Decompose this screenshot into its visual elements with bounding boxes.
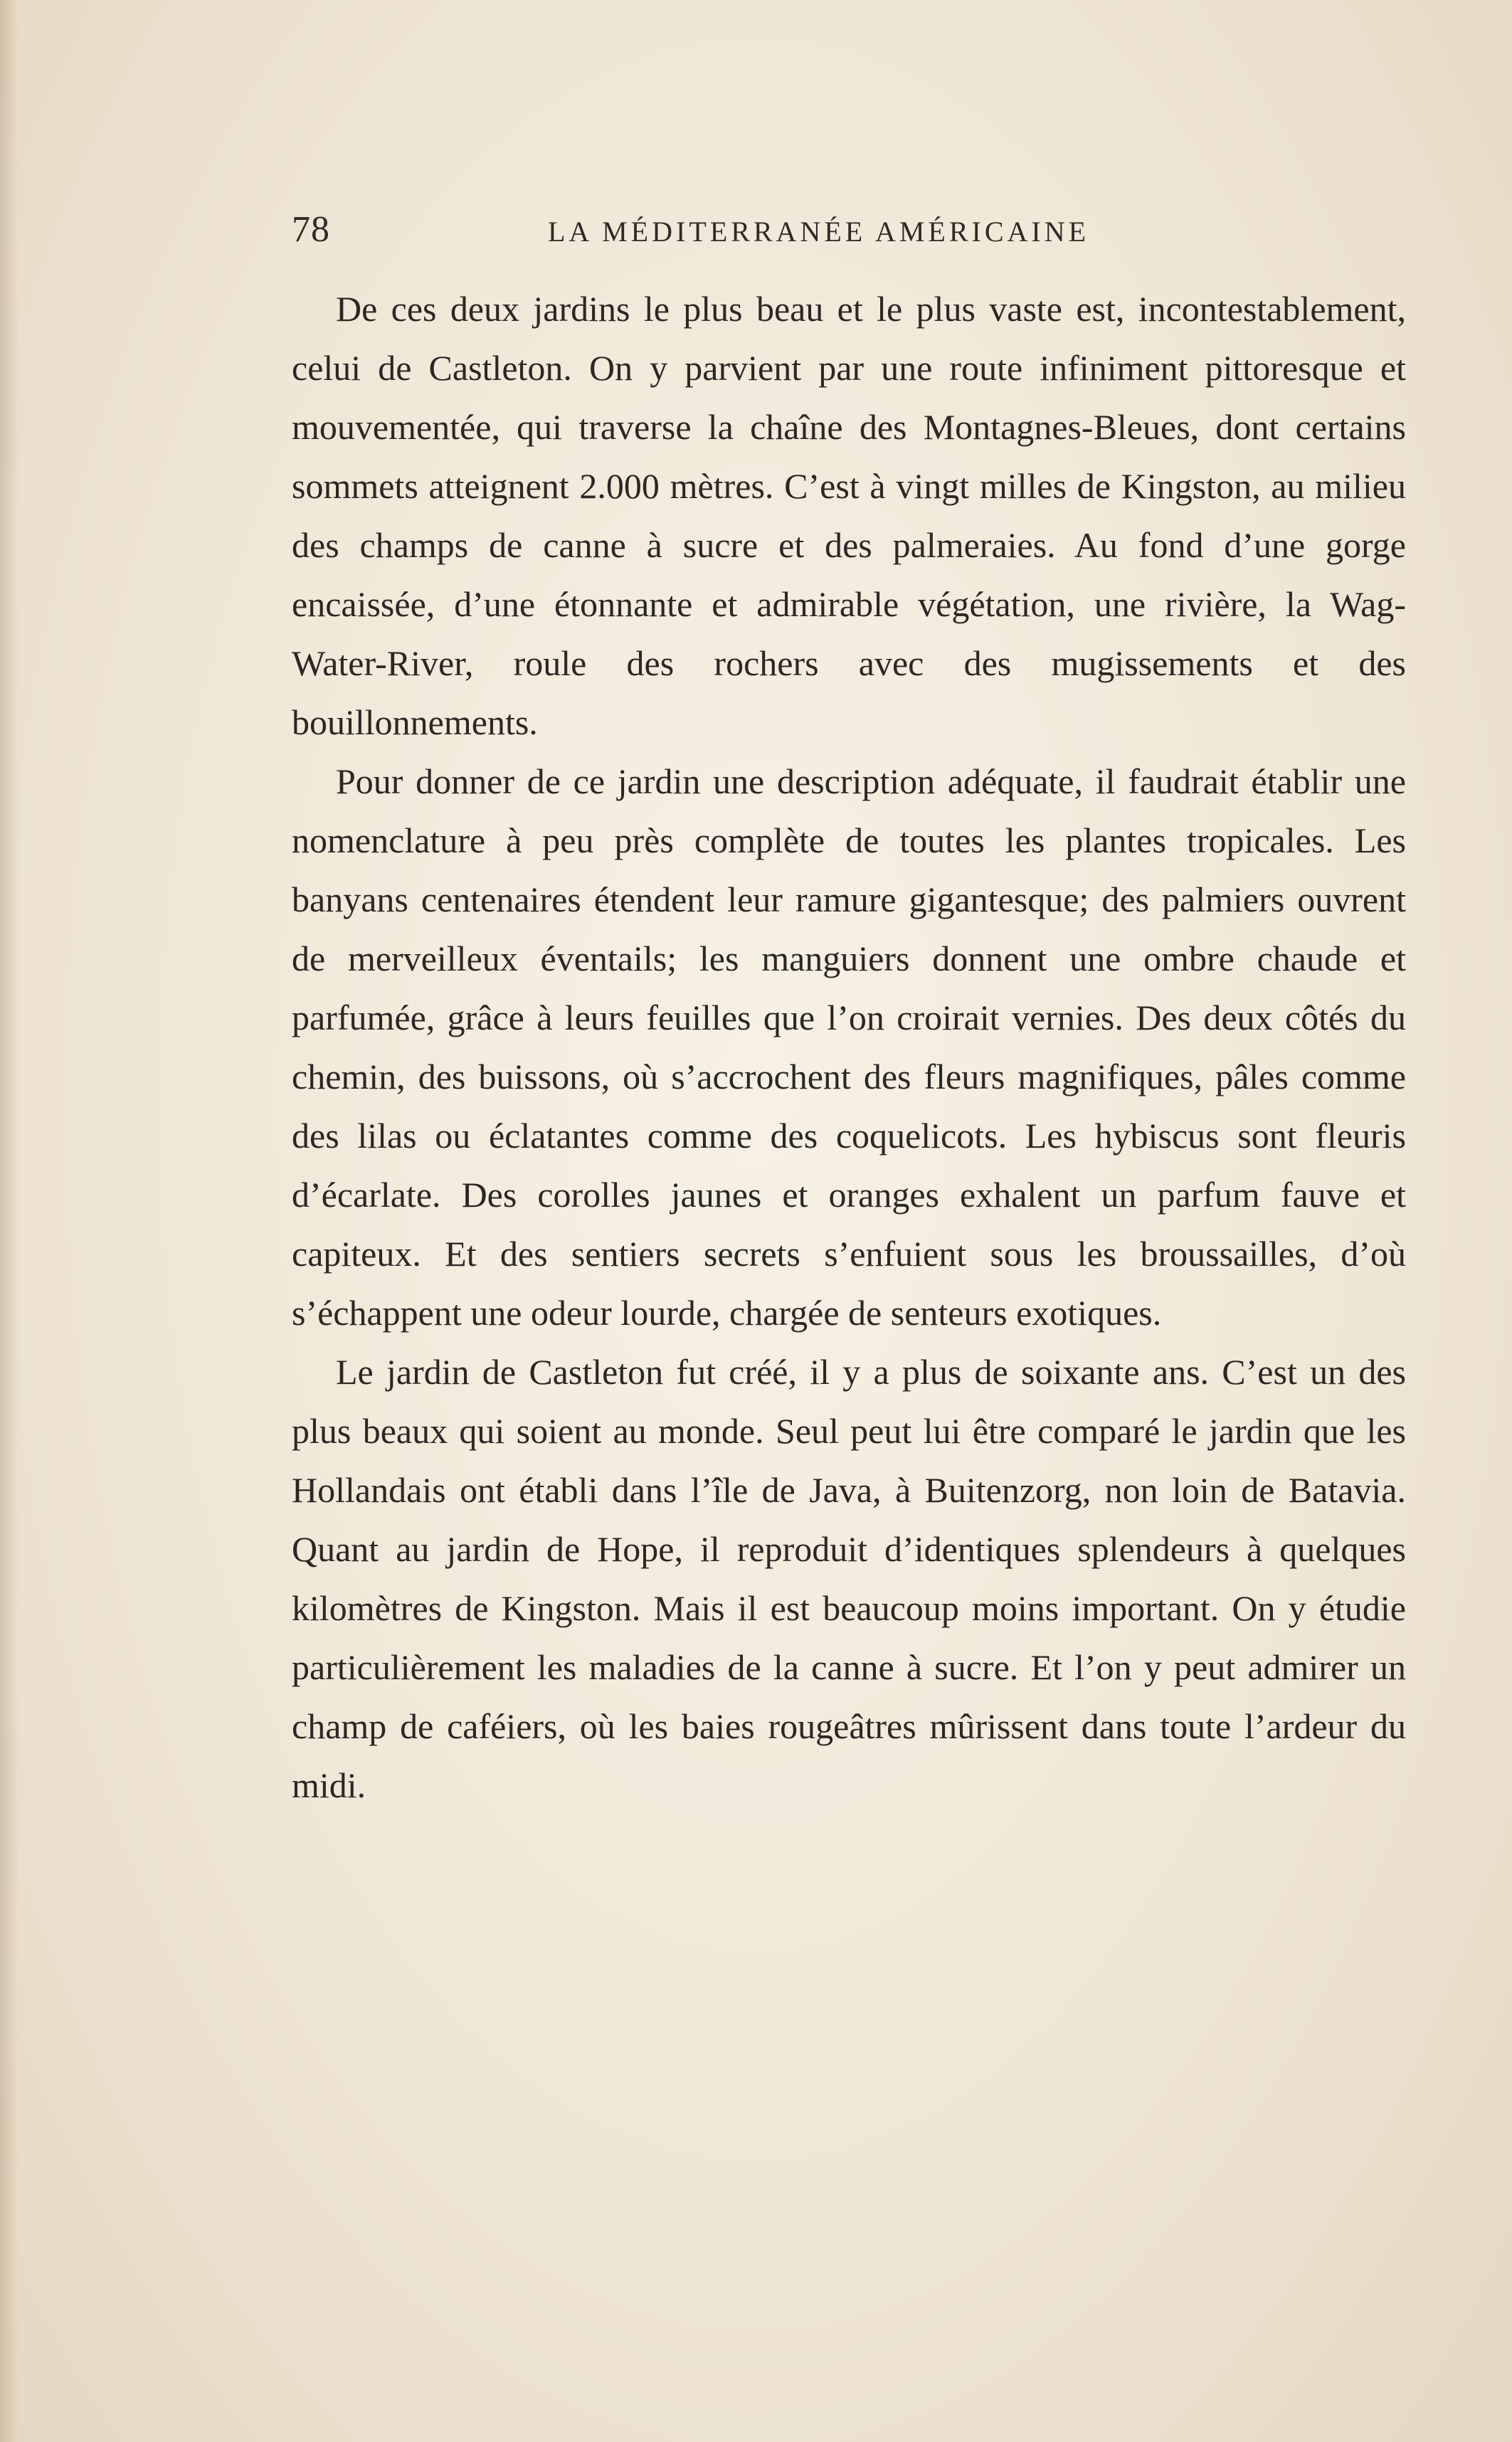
running-head <box>292 205 1405 255</box>
page-number: 78 <box>292 209 330 250</box>
paragraph-1: De ces deux jardins le plus beau et le plus vaste est, incontestablement, celui de Castleton. On y parvient par une route infiniment pittoresque et mouvementée, qui traverse la chaîne des Montagnes-Bleues, dont certains sommets atteignent 2.000 mètres. C’est à vingt milles de Kingston, au milieu des champs de canne à sucre et des palmeraies. Au fond d’une gorge encaissée, d’une étonnante et admirable végétation, une rivière, la Wag-Water-River, roule des rochers avec des mugissements et des bouillonnements. <box>292 289 1406 742</box>
paragraph-2: Pour donner de ce jardin une description adéquate, il faudrait établir une nomenclature à peu près complète de toutes les plantes tropicales. Les banyans centenaires étendent leur ramure gigantesque; des palmiers ouvrent de merveilleux éventails; les manguiers donnent une ombre chaude et parfumée, grâce à leurs feuilles que l’on croirait vernies. Des deux côtés du chemin, des buissons, où s’accrochent des fleurs magnifiques, pâles comme des lilas ou éclatantes comme des coquelicots. Les hybiscus sont fleuris d’écarlate. Des corolles jaunes et oranges exhalent un parfum fauve et capiteux. Et des sentiers secrets s’enfuient sous les broussailles, d’où s’échappent une odeur lourde, chargée de senteurs exotiques. <box>292 761 1406 1333</box>
text-body <box>292 280 1406 1815</box>
paragraph-3: Le jardin de Castleton fut créé, il y a plus de soixante ans. C’est un des plus beaux qui soient au monde. Seul peut lui être comparé le jardin que les Hollandais ont établi dans l’île de Java, à Buitenzorg, non loin de Batavia. Quant au jardin de Hope, il reproduit d’identiques splendeurs à quelques kilomètres de Kingston. Mais il est beaucoup moins important. On y étudie particulièrement les maladies de la canne à sucre. Et l’on y peut admirer un champ de caféiers, où les baies rougeâtres mûrissent dans toute l’ardeur du midi. <box>292 1352 1406 1805</box>
running-title: LA MÉDITERRANÉE AMÉRICAINE <box>548 216 1090 248</box>
